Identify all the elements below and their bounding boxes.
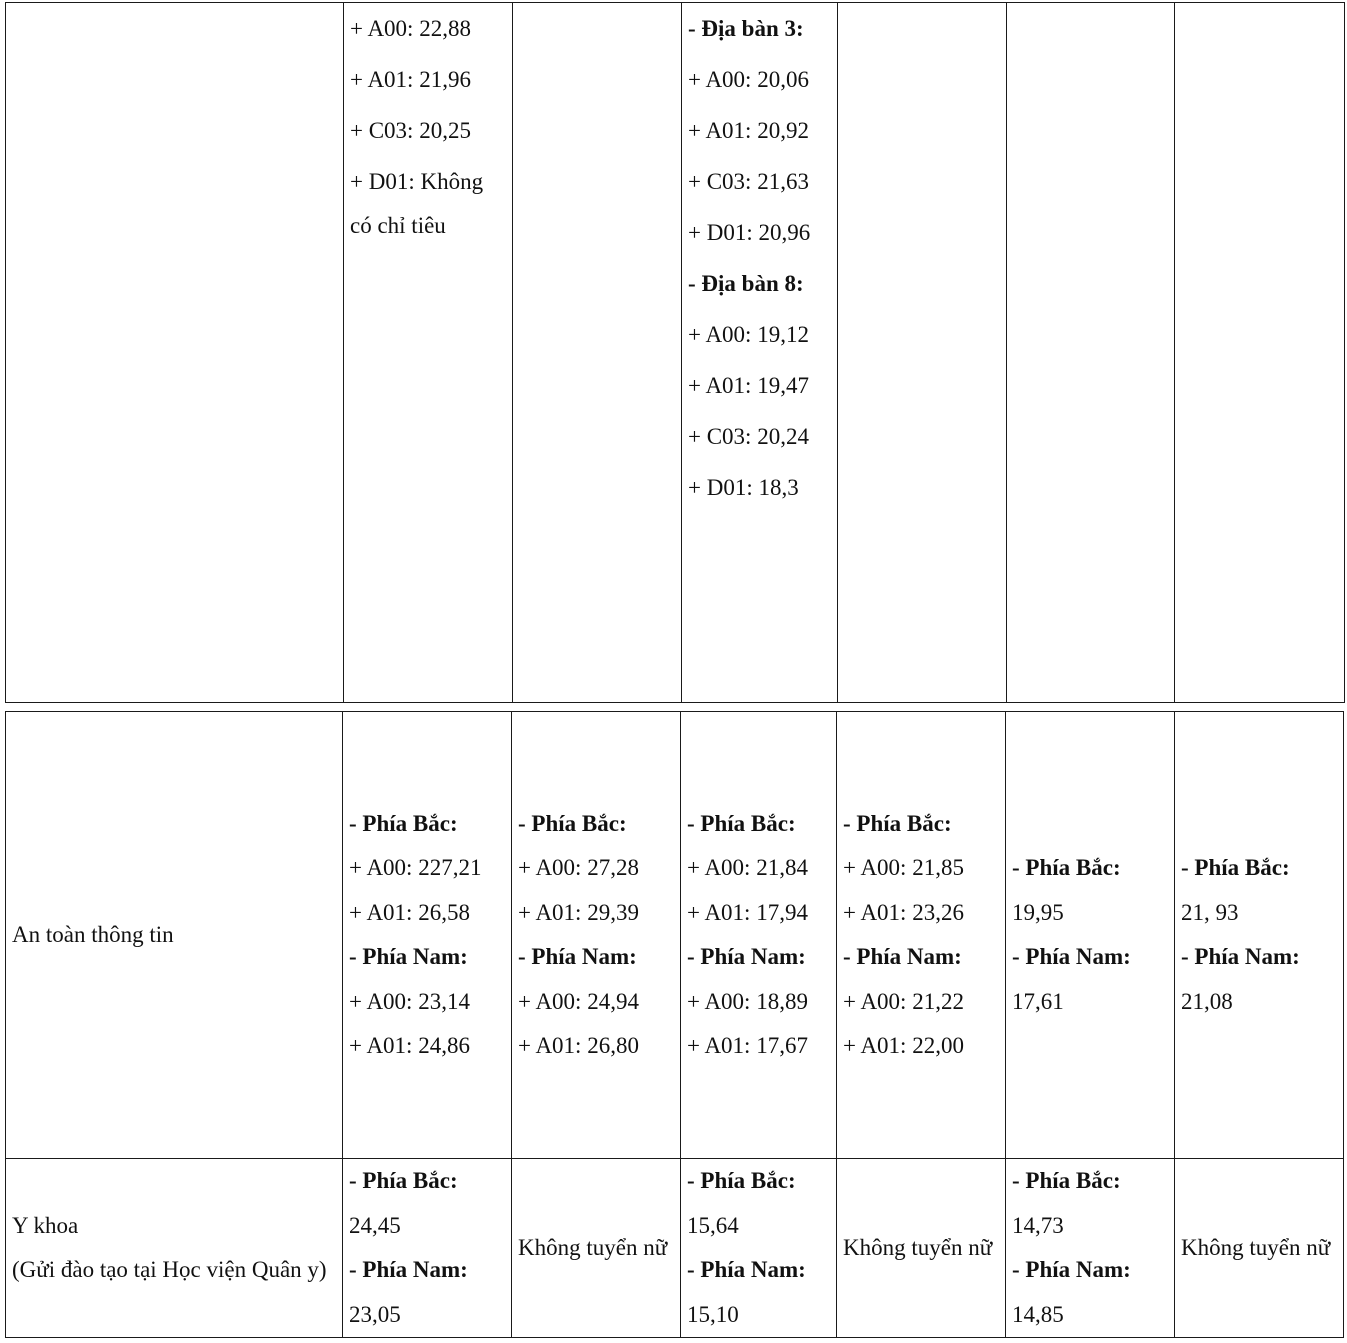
region-heading: - Phía Bắc:	[1012, 1168, 1121, 1193]
score-cell	[512, 1159, 681, 1338]
score-line: + C03: 20,25	[350, 118, 471, 143]
region-heading: - Phía Nam:	[687, 1257, 806, 1282]
major-name: Y khoa	[12, 1213, 79, 1238]
score-line: 15,10	[687, 1301, 739, 1327]
score-line: Không tuyển nữ	[1181, 1235, 1331, 1260]
score-line: + A00: 21,84	[687, 855, 808, 880]
table-cell	[838, 3, 1007, 703]
region-heading: - Phía Bắc:	[1181, 855, 1290, 880]
score-cell	[1175, 1159, 1344, 1338]
region-heading: - Phía Nam:	[1012, 1257, 1131, 1282]
score-cell	[681, 1159, 837, 1338]
score-line: 15,64	[687, 1212, 739, 1238]
score-line: + A01: 19,47	[688, 373, 809, 398]
score-line: + A01: 26,58	[349, 899, 470, 925]
score-line: + A01: 23,26	[843, 899, 964, 925]
score-line: + D01: 20,96	[688, 220, 811, 245]
region-heading: - Phía Nam:	[1181, 944, 1300, 969]
region-heading: - Phía Bắc:	[1012, 855, 1121, 880]
score-line: 17,61	[1012, 988, 1064, 1014]
region-heading: - Phía Nam:	[1012, 944, 1131, 969]
major-name-cell	[6, 712, 343, 1159]
region-heading: - Phía Nam:	[518, 944, 637, 969]
score-line: + C03: 20,24	[688, 424, 809, 449]
major-name-cell	[6, 1159, 343, 1338]
score-cell	[681, 712, 837, 1159]
score-line: + A00: 21,85	[843, 855, 964, 880]
region-heading: - Phía Bắc:	[349, 810, 458, 836]
score-line: 14,73	[1012, 1212, 1064, 1238]
score-cell	[343, 1159, 512, 1338]
score-line: + A00: 21,22	[843, 988, 964, 1014]
region-heading: - Phía Nam:	[349, 944, 468, 969]
score-line: + A01: 20,92	[688, 118, 809, 143]
score-table	[5, 711, 1344, 1338]
score-line: + A00: 27,28	[518, 855, 639, 880]
score-line: 19,95	[1012, 899, 1064, 925]
score-cell	[837, 1159, 1006, 1338]
region-heading: - Phía Bắc:	[518, 810, 627, 836]
table-cell	[682, 3, 838, 703]
region-heading: - Phía Bắc:	[843, 810, 952, 836]
score-line: 14,85	[1012, 1301, 1064, 1327]
table-cell	[1175, 3, 1345, 703]
score-line: + A00: 227,21	[349, 855, 482, 880]
score-line: + D01: Không có chỉ tiêu	[350, 169, 484, 238]
score-line: + A00: 19,12	[688, 322, 809, 347]
score-line: + A00: 20,06	[688, 67, 809, 92]
score-line: 24,45	[349, 1212, 401, 1238]
region-heading: - Phía Nam:	[349, 1257, 468, 1282]
score-line: + A01: 26,80	[518, 1033, 639, 1058]
score-line: 21,08	[1181, 988, 1233, 1014]
score-table-continuation	[5, 2, 1345, 703]
table-row	[6, 3, 1345, 703]
region-heading: - Địa bàn 3:	[688, 16, 804, 41]
major-name: (Gửi đào tạo tại Học viện Quân y)	[12, 1257, 327, 1282]
score-line: + A01: 22,00	[843, 1033, 964, 1058]
score-line: + A00: 24,94	[518, 988, 639, 1014]
table-row	[6, 712, 1344, 1159]
region-heading: - Phía Nam:	[843, 944, 962, 969]
region-heading: - Phía Bắc:	[687, 810, 796, 836]
score-line: + A01: 17,94	[687, 899, 808, 925]
major-name: An toàn thông tin	[12, 922, 174, 947]
score-line: + A00: 18,89	[687, 988, 808, 1014]
region-heading: - Phía Bắc:	[349, 1168, 458, 1193]
score-line: + A00: 23,14	[349, 988, 470, 1014]
score-line: + A01: 29,39	[518, 899, 639, 925]
score-line: Không tuyển nữ	[843, 1235, 993, 1260]
score-line: + A01: 24,86	[349, 1033, 470, 1058]
table-cell	[6, 3, 344, 703]
score-line: + A01: 21,96	[350, 67, 471, 92]
score-line: 21, 93	[1181, 899, 1239, 925]
score-line: + A01: 17,67	[687, 1033, 808, 1058]
score-line: Không tuyển nữ	[518, 1235, 668, 1260]
score-line: 23,05	[349, 1301, 401, 1327]
score-cell	[1175, 712, 1344, 1159]
region-heading: - Địa bàn 8:	[688, 271, 804, 296]
table-cell	[1007, 3, 1175, 703]
score-line: + D01: 18,3	[688, 475, 799, 500]
table-row	[6, 1159, 1344, 1338]
score-cell	[837, 712, 1006, 1159]
region-heading: - Phía Bắc:	[687, 1168, 796, 1193]
table-cell	[513, 3, 682, 703]
score-line: + A00: 22,88	[350, 16, 471, 41]
score-cell	[343, 712, 512, 1159]
score-cell	[512, 712, 681, 1159]
score-line: + C03: 21,63	[688, 169, 809, 194]
table-cell	[344, 3, 513, 703]
score-cell	[1006, 1159, 1175, 1338]
region-heading: - Phía Nam:	[687, 944, 806, 969]
score-cell	[1006, 712, 1175, 1159]
